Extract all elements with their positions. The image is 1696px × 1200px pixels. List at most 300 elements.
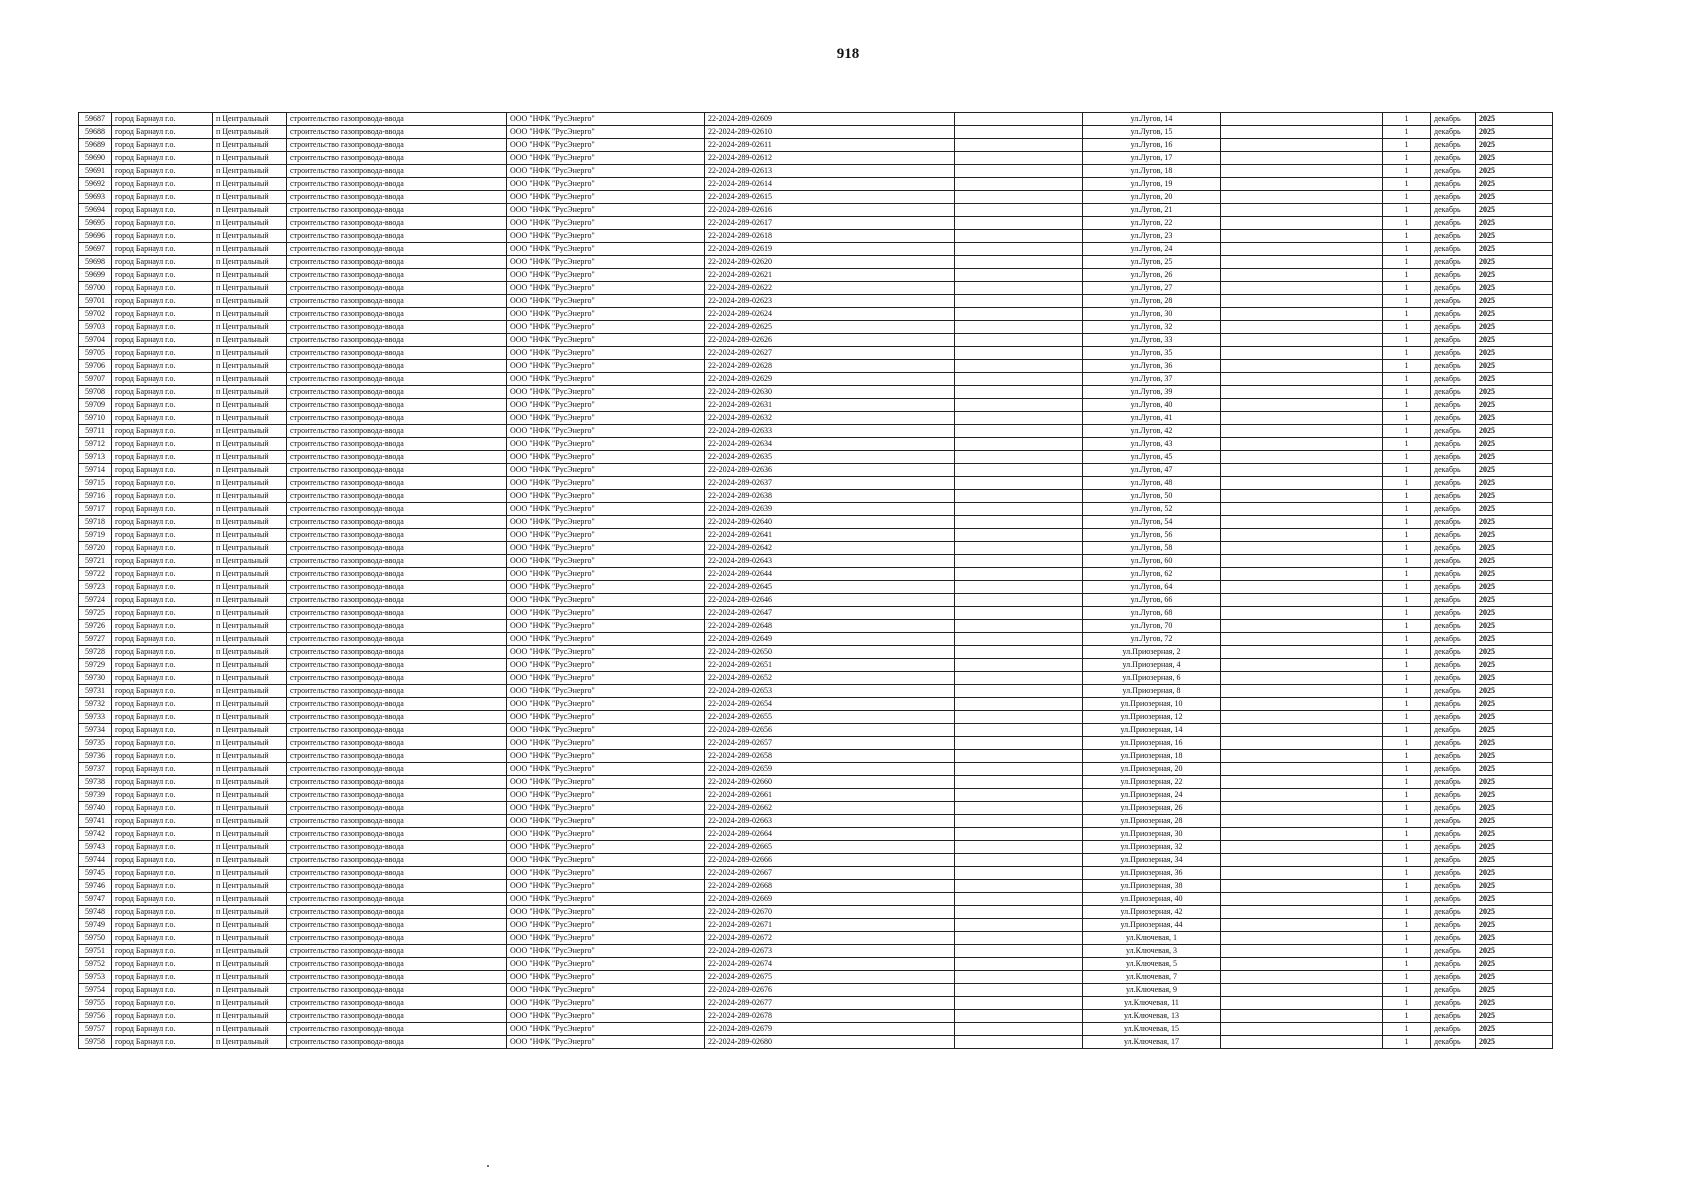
cell-registry-code: 22-2024-289-02660 [705, 776, 955, 789]
cell-year: 2025 [1476, 243, 1553, 256]
cell-empty [1221, 412, 1383, 425]
cell-empty [1221, 724, 1383, 737]
cell-organization: ООО "НФК "РусЭнерго" [507, 776, 705, 789]
cell-record-number: 59706 [79, 360, 112, 373]
cell-registry-code: 22-2024-289-02666 [705, 854, 955, 867]
cell-municipality: город Барнаул г.о. [112, 321, 213, 334]
cell-address: ул.Лугов, 32 [1083, 321, 1221, 334]
cell-registry-code: 22-2024-289-02622 [705, 282, 955, 295]
cell-empty [1221, 659, 1383, 672]
cell-record-number: 59748 [79, 906, 112, 919]
cell-organization: ООО "НФК "РусЭнерго" [507, 997, 705, 1010]
cell-registry-code: 22-2024-289-02678 [705, 1010, 955, 1023]
cell-registry-code: 22-2024-289-02648 [705, 620, 955, 633]
cell-year: 2025 [1476, 178, 1553, 191]
cell-year: 2025 [1476, 204, 1553, 217]
table-row [79, 477, 1553, 490]
cell-work-type: строительство газопровода-ввода [287, 152, 507, 165]
cell-registry-code: 22-2024-289-02615 [705, 191, 955, 204]
cell-month: декабрь [1431, 958, 1476, 971]
cell-district: п Центральный [213, 737, 287, 750]
cell-month: декабрь [1431, 386, 1476, 399]
cell-quantity: 1 [1383, 932, 1431, 945]
cell-year: 2025 [1476, 997, 1553, 1010]
cell-municipality: город Барнаул г.о. [112, 815, 213, 828]
table-row [79, 1023, 1553, 1036]
cell-registry-code: 22-2024-289-02674 [705, 958, 955, 971]
cell-month: декабрь [1431, 178, 1476, 191]
cell-empty [955, 672, 1083, 685]
cell-municipality: город Барнаул г.о. [112, 412, 213, 425]
cell-empty [1221, 282, 1383, 295]
cell-month: декабрь [1431, 282, 1476, 295]
cell-district: п Центральный [213, 373, 287, 386]
cell-registry-code: 22-2024-289-02643 [705, 555, 955, 568]
table-row [79, 438, 1553, 451]
cell-address: ул.Приозерная, 20 [1083, 763, 1221, 776]
cell-month: декабрь [1431, 243, 1476, 256]
cell-district: п Центральный [213, 776, 287, 789]
cell-work-type: строительство газопровода-ввода [287, 776, 507, 789]
cell-quantity: 1 [1383, 607, 1431, 620]
cell-empty [1221, 568, 1383, 581]
cell-quantity: 1 [1383, 217, 1431, 230]
cell-quantity: 1 [1383, 893, 1431, 906]
cell-year: 2025 [1476, 282, 1553, 295]
cell-work-type: строительство газопровода-ввода [287, 412, 507, 425]
cell-empty [955, 334, 1083, 347]
cell-year: 2025 [1476, 373, 1553, 386]
cell-registry-code: 22-2024-289-02626 [705, 334, 955, 347]
cell-work-type: строительство газопровода-ввода [287, 867, 507, 880]
cell-record-number: 59713 [79, 451, 112, 464]
cell-empty [955, 932, 1083, 945]
cell-address: ул.Лугов, 37 [1083, 373, 1221, 386]
cell-empty [1221, 542, 1383, 555]
cell-quantity: 1 [1383, 386, 1431, 399]
cell-address: ул.Лугов, 27 [1083, 282, 1221, 295]
cell-registry-code: 22-2024-289-02623 [705, 295, 955, 308]
cell-month: декабрь [1431, 360, 1476, 373]
cell-empty [955, 854, 1083, 867]
cell-address: ул.Приозерная, 26 [1083, 802, 1221, 815]
table-row [79, 750, 1553, 763]
cell-empty [955, 451, 1083, 464]
cell-registry-code: 22-2024-289-02642 [705, 542, 955, 555]
cell-quantity: 1 [1383, 191, 1431, 204]
cell-empty [1221, 594, 1383, 607]
table-row [79, 308, 1553, 321]
cell-district: п Центральный [213, 347, 287, 360]
cell-organization: ООО "НФК "РусЭнерго" [507, 620, 705, 633]
cell-empty [1221, 763, 1383, 776]
cell-empty [1221, 685, 1383, 698]
cell-year: 2025 [1476, 529, 1553, 542]
cell-organization: ООО "НФК "РусЭнерго" [507, 204, 705, 217]
table-row [79, 230, 1553, 243]
cell-municipality: город Барнаул г.о. [112, 750, 213, 763]
cell-empty [955, 217, 1083, 230]
table-row [79, 867, 1553, 880]
cell-municipality: город Барнаул г.о. [112, 1023, 213, 1036]
cell-empty [1221, 646, 1383, 659]
cell-empty [955, 295, 1083, 308]
cell-empty [955, 152, 1083, 165]
cell-organization: ООО "НФК "РусЭнерго" [507, 958, 705, 971]
table-row [79, 880, 1553, 893]
cell-organization: ООО "НФК "РусЭнерго" [507, 555, 705, 568]
cell-month: декабрь [1431, 113, 1476, 126]
cell-month: декабрь [1431, 633, 1476, 646]
cell-work-type: строительство газопровода-ввода [287, 568, 507, 581]
cell-organization: ООО "НФК "РусЭнерго" [507, 841, 705, 854]
cell-registry-code: 22-2024-289-02653 [705, 685, 955, 698]
cell-work-type: строительство газопровода-ввода [287, 464, 507, 477]
cell-record-number: 59737 [79, 763, 112, 776]
cell-empty [1221, 958, 1383, 971]
cell-work-type: строительство газопровода-ввода [287, 503, 507, 516]
cell-empty [1221, 529, 1383, 542]
cell-empty [1221, 672, 1383, 685]
cell-month: декабрь [1431, 854, 1476, 867]
cell-month: декабрь [1431, 438, 1476, 451]
cell-district: п Центральный [213, 945, 287, 958]
cell-month: декабрь [1431, 334, 1476, 347]
cell-registry-code: 22-2024-289-02675 [705, 971, 955, 984]
table-row [79, 373, 1553, 386]
cell-work-type: строительство газопровода-ввода [287, 919, 507, 932]
cell-address: ул.Лугов, 43 [1083, 438, 1221, 451]
cell-organization: ООО "НФК "РусЭнерго" [507, 360, 705, 373]
cell-quantity: 1 [1383, 542, 1431, 555]
cell-empty [1221, 360, 1383, 373]
cell-registry-code: 22-2024-289-02621 [705, 269, 955, 282]
cell-empty [1221, 581, 1383, 594]
cell-empty [955, 269, 1083, 282]
cell-district: п Центральный [213, 789, 287, 802]
cell-municipality: город Барнаул г.о. [112, 594, 213, 607]
cell-work-type: строительство газопровода-ввода [287, 815, 507, 828]
cell-empty [955, 893, 1083, 906]
cell-year: 2025 [1476, 672, 1553, 685]
cell-empty [1221, 217, 1383, 230]
cell-quantity: 1 [1383, 503, 1431, 516]
cell-month: декабрь [1431, 490, 1476, 503]
cell-district: п Центральный [213, 503, 287, 516]
cell-empty [1221, 191, 1383, 204]
cell-organization: ООО "НФК "РусЭнерго" [507, 581, 705, 594]
cell-record-number: 59753 [79, 971, 112, 984]
cell-registry-code: 22-2024-289-02624 [705, 308, 955, 321]
cell-municipality: город Барнаул г.о. [112, 620, 213, 633]
table-row [79, 789, 1553, 802]
cell-record-number: 59732 [79, 698, 112, 711]
cell-municipality: город Барнаул г.о. [112, 438, 213, 451]
cell-record-number: 59696 [79, 230, 112, 243]
cell-district: п Центральный [213, 308, 287, 321]
cell-municipality: город Барнаул г.о. [112, 1036, 213, 1049]
cell-municipality: город Барнаул г.о. [112, 880, 213, 893]
cell-municipality: город Барнаул г.о. [112, 126, 213, 139]
cell-year: 2025 [1476, 854, 1553, 867]
cell-registry-code: 22-2024-289-02661 [705, 789, 955, 802]
cell-registry-code: 22-2024-289-02638 [705, 490, 955, 503]
cell-district: п Центральный [213, 594, 287, 607]
cell-municipality: город Барнаул г.о. [112, 139, 213, 152]
cell-address: ул.Лугов, 47 [1083, 464, 1221, 477]
cell-year: 2025 [1476, 659, 1553, 672]
cell-quantity: 1 [1383, 139, 1431, 152]
cell-address: ул.Лугов, 33 [1083, 334, 1221, 347]
cell-district: п Центральный [213, 412, 287, 425]
cell-empty [955, 113, 1083, 126]
cell-organization: ООО "НФК "РусЭнерго" [507, 347, 705, 360]
cell-month: декабрь [1431, 139, 1476, 152]
cell-empty [955, 984, 1083, 997]
cell-month: декабрь [1431, 984, 1476, 997]
cell-empty [955, 724, 1083, 737]
cell-work-type: строительство газопровода-ввода [287, 997, 507, 1010]
cell-year: 2025 [1476, 256, 1553, 269]
table-row [79, 802, 1553, 815]
cell-work-type: строительство газопровода-ввода [287, 477, 507, 490]
cell-registry-code: 22-2024-289-02656 [705, 724, 955, 737]
cell-quantity: 1 [1383, 412, 1431, 425]
cell-quantity: 1 [1383, 620, 1431, 633]
cell-registry-code: 22-2024-289-02663 [705, 815, 955, 828]
cell-empty [955, 516, 1083, 529]
cell-address: ул.Приозерная, 2 [1083, 646, 1221, 659]
table-row [79, 906, 1553, 919]
cell-empty [1221, 152, 1383, 165]
cell-organization: ООО "НФК "РусЭнерго" [507, 113, 705, 126]
cell-work-type: строительство газопровода-ввода [287, 906, 507, 919]
cell-registry-code: 22-2024-289-02671 [705, 919, 955, 932]
cell-empty [955, 477, 1083, 490]
cell-quantity: 1 [1383, 451, 1431, 464]
table-row [79, 516, 1553, 529]
cell-month: декабрь [1431, 165, 1476, 178]
cell-record-number: 59689 [79, 139, 112, 152]
cell-address: ул.Лугов, 19 [1083, 178, 1221, 191]
cell-quantity: 1 [1383, 672, 1431, 685]
cell-empty [955, 659, 1083, 672]
cell-record-number: 59728 [79, 646, 112, 659]
cell-month: декабрь [1431, 230, 1476, 243]
cell-quantity: 1 [1383, 360, 1431, 373]
table-row [79, 542, 1553, 555]
cell-district: п Центральный [213, 581, 287, 594]
cell-empty [1221, 984, 1383, 997]
cell-empty [1221, 932, 1383, 945]
table-row [79, 178, 1553, 191]
table-row [79, 932, 1553, 945]
cell-organization: ООО "НФК "РусЭнерго" [507, 932, 705, 945]
cell-organization: ООО "НФК "РусЭнерго" [507, 490, 705, 503]
table-row [79, 763, 1553, 776]
cell-record-number: 59687 [79, 113, 112, 126]
cell-address: ул.Лугов, 20 [1083, 191, 1221, 204]
cell-record-number: 59690 [79, 152, 112, 165]
cell-address: ул.Ключевая, 11 [1083, 997, 1221, 1010]
cell-work-type: строительство газопровода-ввода [287, 854, 507, 867]
cell-record-number: 59744 [79, 854, 112, 867]
cell-record-number: 59725 [79, 607, 112, 620]
table-row [79, 1036, 1553, 1049]
cell-month: декабрь [1431, 503, 1476, 516]
cell-address: ул.Лугов, 14 [1083, 113, 1221, 126]
cell-municipality: город Барнаул г.о. [112, 724, 213, 737]
cell-empty [955, 919, 1083, 932]
cell-quantity: 1 [1383, 945, 1431, 958]
cell-record-number: 59757 [79, 1023, 112, 1036]
cell-record-number: 59722 [79, 568, 112, 581]
table-row [79, 620, 1553, 633]
cell-year: 2025 [1476, 698, 1553, 711]
cell-address: ул.Лугов, 17 [1083, 152, 1221, 165]
cell-municipality: город Барнаул г.о. [112, 958, 213, 971]
table-row [79, 568, 1553, 581]
cell-district: п Центральный [213, 1010, 287, 1023]
cell-address: ул.Ключевая, 15 [1083, 1023, 1221, 1036]
cell-year: 2025 [1476, 737, 1553, 750]
cell-year: 2025 [1476, 191, 1553, 204]
cell-district: п Центральный [213, 867, 287, 880]
cell-organization: ООО "НФК "РусЭнерго" [507, 152, 705, 165]
cell-district: п Центральный [213, 698, 287, 711]
cell-district: п Центральный [213, 646, 287, 659]
cell-record-number: 59743 [79, 841, 112, 854]
cell-registry-code: 22-2024-289-02619 [705, 243, 955, 256]
table-row [79, 503, 1553, 516]
cell-year: 2025 [1476, 646, 1553, 659]
cell-municipality: город Барнаул г.о. [112, 984, 213, 997]
cell-work-type: строительство газопровода-ввода [287, 594, 507, 607]
cell-registry-code: 22-2024-289-02612 [705, 152, 955, 165]
cell-municipality: город Барнаул г.о. [112, 672, 213, 685]
cell-record-number: 59745 [79, 867, 112, 880]
cell-year: 2025 [1476, 321, 1553, 334]
cell-empty [1221, 321, 1383, 334]
cell-organization: ООО "НФК "РусЭнерго" [507, 1010, 705, 1023]
cell-registry-code: 22-2024-289-02659 [705, 763, 955, 776]
cell-registry-code: 22-2024-289-02647 [705, 607, 955, 620]
cell-work-type: строительство газопровода-ввода [287, 269, 507, 282]
cell-quantity: 1 [1383, 568, 1431, 581]
cell-month: декабрь [1431, 815, 1476, 828]
cell-district: п Центральный [213, 659, 287, 672]
cell-work-type: строительство газопровода-ввода [287, 958, 507, 971]
cell-month: декабрь [1431, 529, 1476, 542]
cell-year: 2025 [1476, 295, 1553, 308]
cell-district: п Центральный [213, 750, 287, 763]
cell-quantity: 1 [1383, 880, 1431, 893]
cell-empty [1221, 386, 1383, 399]
cell-month: декабрь [1431, 191, 1476, 204]
cell-record-number: 59738 [79, 776, 112, 789]
cell-organization: ООО "НФК "РусЭнерго" [507, 763, 705, 776]
cell-record-number: 59739 [79, 789, 112, 802]
cell-empty [1221, 893, 1383, 906]
cell-district: п Центральный [213, 165, 287, 178]
cell-month: декабрь [1431, 867, 1476, 880]
cell-address: ул.Лугов, 30 [1083, 308, 1221, 321]
cell-empty [1221, 308, 1383, 321]
cell-empty [1221, 139, 1383, 152]
cell-empty [1221, 555, 1383, 568]
cell-address: ул.Лугов, 52 [1083, 503, 1221, 516]
cell-registry-code: 22-2024-289-02618 [705, 230, 955, 243]
cell-record-number: 59704 [79, 334, 112, 347]
cell-month: декабрь [1431, 217, 1476, 230]
cell-municipality: город Барнаул г.о. [112, 152, 213, 165]
cell-quantity: 1 [1383, 841, 1431, 854]
cell-registry-code: 22-2024-289-02664 [705, 828, 955, 841]
cell-municipality: город Барнаул г.о. [112, 607, 213, 620]
cell-organization: ООО "НФК "РусЭнерго" [507, 659, 705, 672]
cell-empty [1221, 737, 1383, 750]
cell-month: декабрь [1431, 659, 1476, 672]
cell-empty [955, 867, 1083, 880]
cell-organization: ООО "НФК "РусЭнерго" [507, 334, 705, 347]
table-row [79, 607, 1553, 620]
cell-district: п Центральный [213, 204, 287, 217]
table-row [79, 971, 1553, 984]
cell-quantity: 1 [1383, 490, 1431, 503]
cell-empty [955, 841, 1083, 854]
cell-municipality: город Барнаул г.о. [112, 685, 213, 698]
cell-empty [1221, 919, 1383, 932]
cell-empty [955, 815, 1083, 828]
cell-year: 2025 [1476, 308, 1553, 321]
cell-municipality: город Барнаул г.о. [112, 893, 213, 906]
table-row [79, 386, 1553, 399]
cell-quantity: 1 [1383, 1036, 1431, 1049]
cell-registry-code: 22-2024-289-02665 [705, 841, 955, 854]
cell-work-type: строительство газопровода-ввода [287, 672, 507, 685]
cell-record-number: 59741 [79, 815, 112, 828]
cell-work-type: строительство газопровода-ввода [287, 347, 507, 360]
cell-organization: ООО "НФК "РусЭнерго" [507, 815, 705, 828]
cell-work-type: строительство газопровода-ввода [287, 646, 507, 659]
table-row [79, 815, 1553, 828]
cell-municipality: город Барнаул г.о. [112, 581, 213, 594]
cell-registry-code: 22-2024-289-02625 [705, 321, 955, 334]
cell-empty [1221, 802, 1383, 815]
cell-registry-code: 22-2024-289-02679 [705, 1023, 955, 1036]
cell-empty [1221, 971, 1383, 984]
cell-district: п Центральный [213, 906, 287, 919]
cell-year: 2025 [1476, 867, 1553, 880]
cell-organization: ООО "НФК "РусЭнерго" [507, 724, 705, 737]
table-row [79, 984, 1553, 997]
cell-work-type: строительство газопровода-ввода [287, 178, 507, 191]
cell-municipality: город Барнаул г.о. [112, 399, 213, 412]
cell-district: п Центральный [213, 542, 287, 555]
table-row [79, 893, 1553, 906]
cell-address: ул.Лугов, 70 [1083, 620, 1221, 633]
cell-month: декабрь [1431, 256, 1476, 269]
cell-record-number: 59733 [79, 711, 112, 724]
cell-empty [955, 139, 1083, 152]
cell-registry-code: 22-2024-289-02645 [705, 581, 955, 594]
cell-quantity: 1 [1383, 971, 1431, 984]
cell-registry-code: 22-2024-289-02631 [705, 399, 955, 412]
cell-organization: ООО "НФК "РусЭнерго" [507, 737, 705, 750]
table-row [79, 425, 1553, 438]
cell-organization: ООО "НФК "РусЭнерго" [507, 230, 705, 243]
cell-registry-code: 22-2024-289-02632 [705, 412, 955, 425]
